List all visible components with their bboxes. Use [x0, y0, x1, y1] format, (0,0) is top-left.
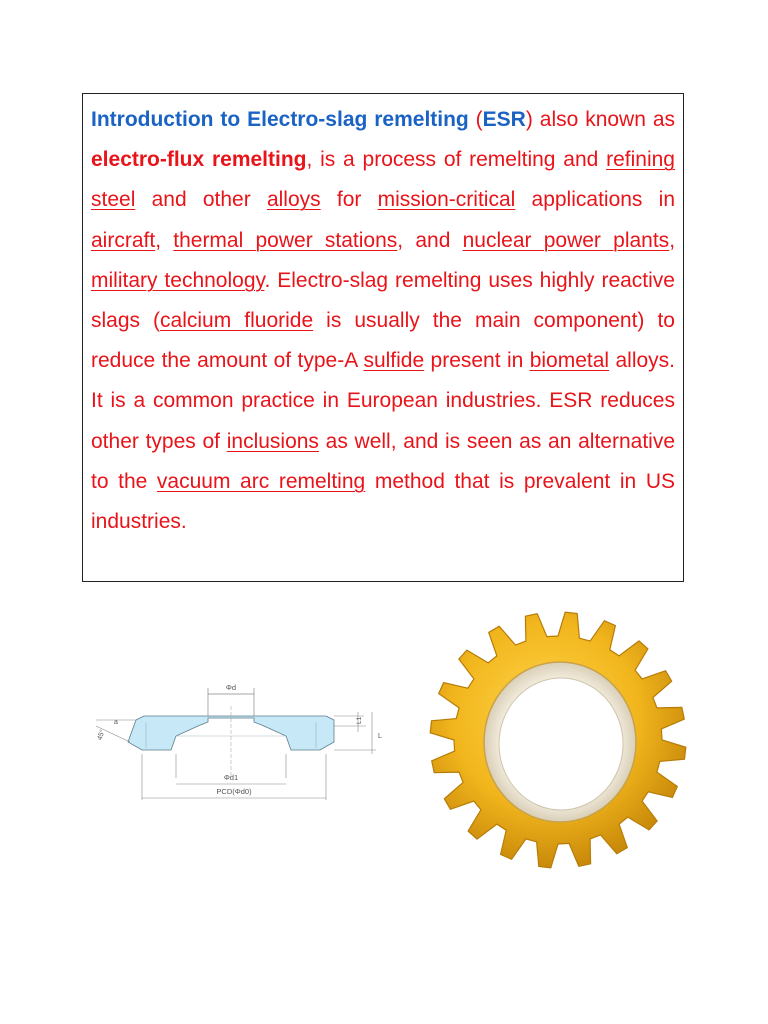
text-span: applications in [515, 188, 675, 212]
link-biometal[interactable]: biometal [529, 349, 610, 373]
electro-flux-term: electro-flux remelting [91, 148, 307, 172]
text-span: is usually the main component) to reduce the amount of type-A [91, 309, 675, 373]
intro-text-box [82, 93, 684, 582]
text-span: method that is prevalent in US industries. [91, 469, 675, 534]
text-span: , [669, 228, 676, 252]
text-span: ( [468, 108, 483, 131]
link-nuclear-power-plants[interactable]: nuclear power plants [462, 228, 670, 252]
link-inclusions[interactable]: inclusions [226, 429, 319, 453]
text-span: present in [424, 349, 530, 373]
cross-section-diagram [86, 676, 386, 816]
label-d1: Φd1 [223, 773, 239, 782]
label-pcd: PCD(Φd0) [216, 787, 252, 796]
label-a: a [114, 719, 118, 726]
yellow-gear-image [420, 600, 696, 876]
text-span: . Electro-slag remelting uses highly reactive slags ( [91, 268, 675, 333]
link-mission-critical[interactable]: mission-critical [377, 188, 516, 212]
text-span: and other [135, 188, 267, 212]
link-steel[interactable]: steel [91, 188, 136, 212]
label-l: L [378, 733, 382, 740]
link-calcium-fluoride[interactable]: calcium fluoride [160, 309, 314, 333]
gear-bore [499, 678, 623, 810]
link-refining[interactable]: refining [606, 148, 675, 172]
text-span: as well, and is seen as an alternative to the [91, 429, 675, 493]
link-thermal-power-stations[interactable]: thermal power stations [173, 228, 398, 252]
label-45: 45° [96, 728, 107, 742]
link-vacuum-arc-remelting[interactable]: vacuum arc remelting [156, 469, 366, 493]
text-span: , is a process of remelting and [306, 148, 607, 172]
link-alloys[interactable]: alloys [266, 188, 321, 212]
link-sulfide[interactable]: sulfide [363, 349, 425, 373]
intro-paragraph [91, 100, 675, 542]
link-aircraft[interactable]: aircraft [91, 228, 156, 252]
label-d: Φd [225, 683, 237, 692]
text-span: for [320, 188, 378, 212]
text-span: ) also known as [525, 108, 675, 131]
label-l1: L1 [356, 716, 363, 724]
link-military-technology[interactable]: military technology [91, 268, 265, 292]
text-span: alloys. It is a common practice in European industries. ESR reduces other types of [91, 349, 676, 453]
text-span: , [155, 228, 174, 252]
esr-abbreviation: ESR [482, 108, 526, 131]
text-span: , and [397, 228, 463, 252]
intro-title: Introduction to Electro-slag remelting [91, 108, 469, 131]
